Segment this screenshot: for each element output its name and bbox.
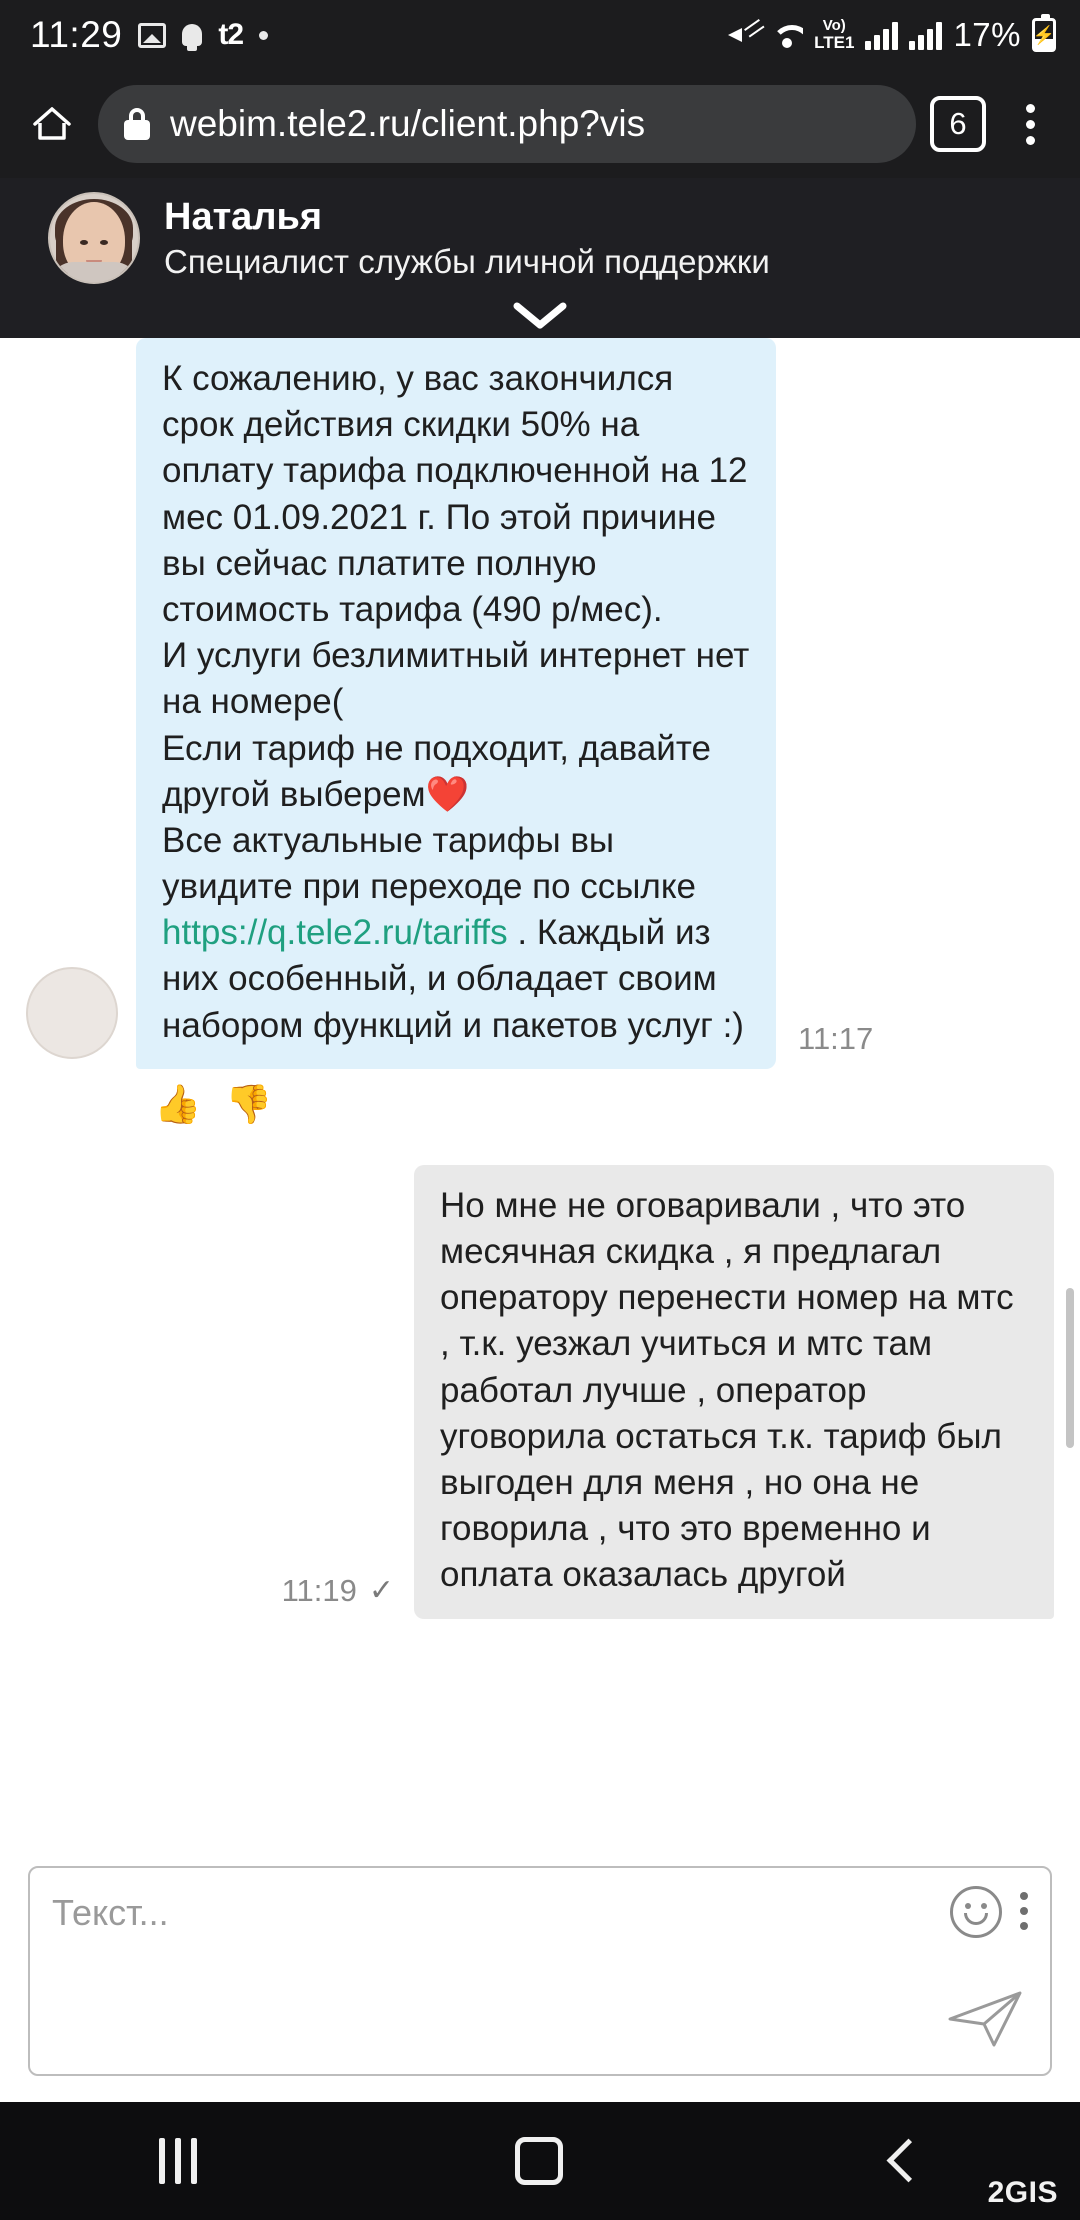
message-line: К сожалению, у вас закончился срок действия скидки 50% на оплату тарифа подключенной на 12 мес 01.09.2021 г. По этой причине вы сейчас платите полную стоимость тарифа (490 р/мес).: [162, 359, 748, 629]
wifi-icon: [771, 22, 803, 48]
scrollbar[interactable]: [1066, 1288, 1074, 1448]
message-line-with-link: [162, 818, 750, 1049]
status-bar-right: [726, 16, 1056, 54]
url-bar[interactable]: [98, 85, 916, 163]
status-bar: [0, 0, 1080, 70]
link-prefix-text: Все актуальные тарифы вы увидите при переходе по ссылке: [162, 820, 697, 907]
image-icon: [138, 23, 166, 48]
agent-role: Специалист службы личной поддержки: [164, 242, 770, 280]
volte-bottom-label: LTE1: [814, 32, 855, 52]
delivered-check-icon: ✓: [368, 1574, 394, 1607]
lock-icon: [124, 108, 150, 140]
home-square-icon[interactable]: [515, 2137, 563, 2185]
volte-top-label: Vo): [822, 17, 846, 35]
thumbs-up-icon[interactable]: 👍: [154, 1083, 202, 1126]
dot-icon: [259, 31, 268, 40]
smiley-icon[interactable]: [950, 1886, 1002, 1938]
home-icon[interactable]: [20, 92, 84, 156]
browser-toolbar: [0, 70, 1080, 178]
message-input[interactable]: Текст...: [52, 1892, 169, 1933]
tab-count-button[interactable]: 6: [930, 96, 986, 152]
agent-bubble-wrap: [136, 338, 776, 1069]
android-nav-bar: [0, 2102, 1080, 2220]
message-timestamp: 11:17: [798, 1020, 874, 1056]
link-suffix-text: . Каждый из них особенный, и обладает своим набором функций и пакетов услуг :): [162, 913, 744, 1045]
agent-name: Наталья: [164, 195, 322, 238]
avatar: [48, 192, 140, 284]
signal-bars-2-icon: [909, 20, 942, 50]
tariffs-link[interactable]: https://q.tele2.ru/tariffs: [162, 913, 508, 953]
overflow-menu-icon[interactable]: [1000, 89, 1060, 159]
watermark-label: 2GIS: [987, 2176, 1058, 2209]
message-line: Если тариф не подходит, давайте другой выберем❤️: [162, 728, 711, 814]
message-composer[interactable]: [28, 1866, 1052, 2076]
send-icon[interactable]: [946, 1988, 1024, 2050]
composer-area: [0, 1846, 1080, 2102]
t2-icon: t2: [218, 18, 244, 51]
composer-tools: [950, 1886, 1028, 1938]
bulb-icon: [182, 24, 202, 46]
message-bubble: [136, 338, 776, 1069]
chat-header: [0, 178, 1080, 338]
message-timestamp: 11:19: [281, 1572, 357, 1608]
mute-icon: [726, 20, 760, 50]
agent-identity: [164, 196, 770, 281]
volte-icon: [814, 18, 854, 52]
chevron-down-icon[interactable]: [508, 298, 572, 332]
status-bar-left: [30, 14, 268, 56]
chat-header-row: [0, 192, 1080, 284]
battery-percent-label: 17%: [953, 16, 1021, 53]
message-agent: [26, 338, 1054, 1069]
battery-icon: ⚡: [1032, 18, 1056, 52]
status-clock: 11:29: [30, 14, 123, 55]
overflow-menu-icon[interactable]: [1020, 1886, 1028, 1930]
message-line: И услуги безлимитный интернет нет на номере(: [162, 636, 750, 722]
signal-bars-icon: [865, 20, 898, 50]
message-list[interactable]: [0, 338, 1080, 1846]
thumbs-down-icon[interactable]: 👎: [225, 1083, 273, 1126]
recent-apps-icon[interactable]: [159, 2138, 197, 2184]
back-chevron-icon[interactable]: [881, 2141, 921, 2181]
message-reactions: [154, 1083, 1054, 1127]
avatar: [26, 967, 118, 1059]
message-timestamp-wrap: [282, 1573, 394, 1609]
url-text: webim.tele2.ru/client.php?vis: [170, 103, 646, 144]
message-bubble: Но мне не оговаривали , что это месячная скидка , я предлагал оператору перенести номер на мтс , т.к. уезжал учиться и мтс там работал лучше , оператор уговорила остаться т.к. тариф был выгоден для меня , но она не говорила , что это временно и оплата оказалась другой: [414, 1165, 1054, 1619]
message-user: [26, 1165, 1054, 1619]
